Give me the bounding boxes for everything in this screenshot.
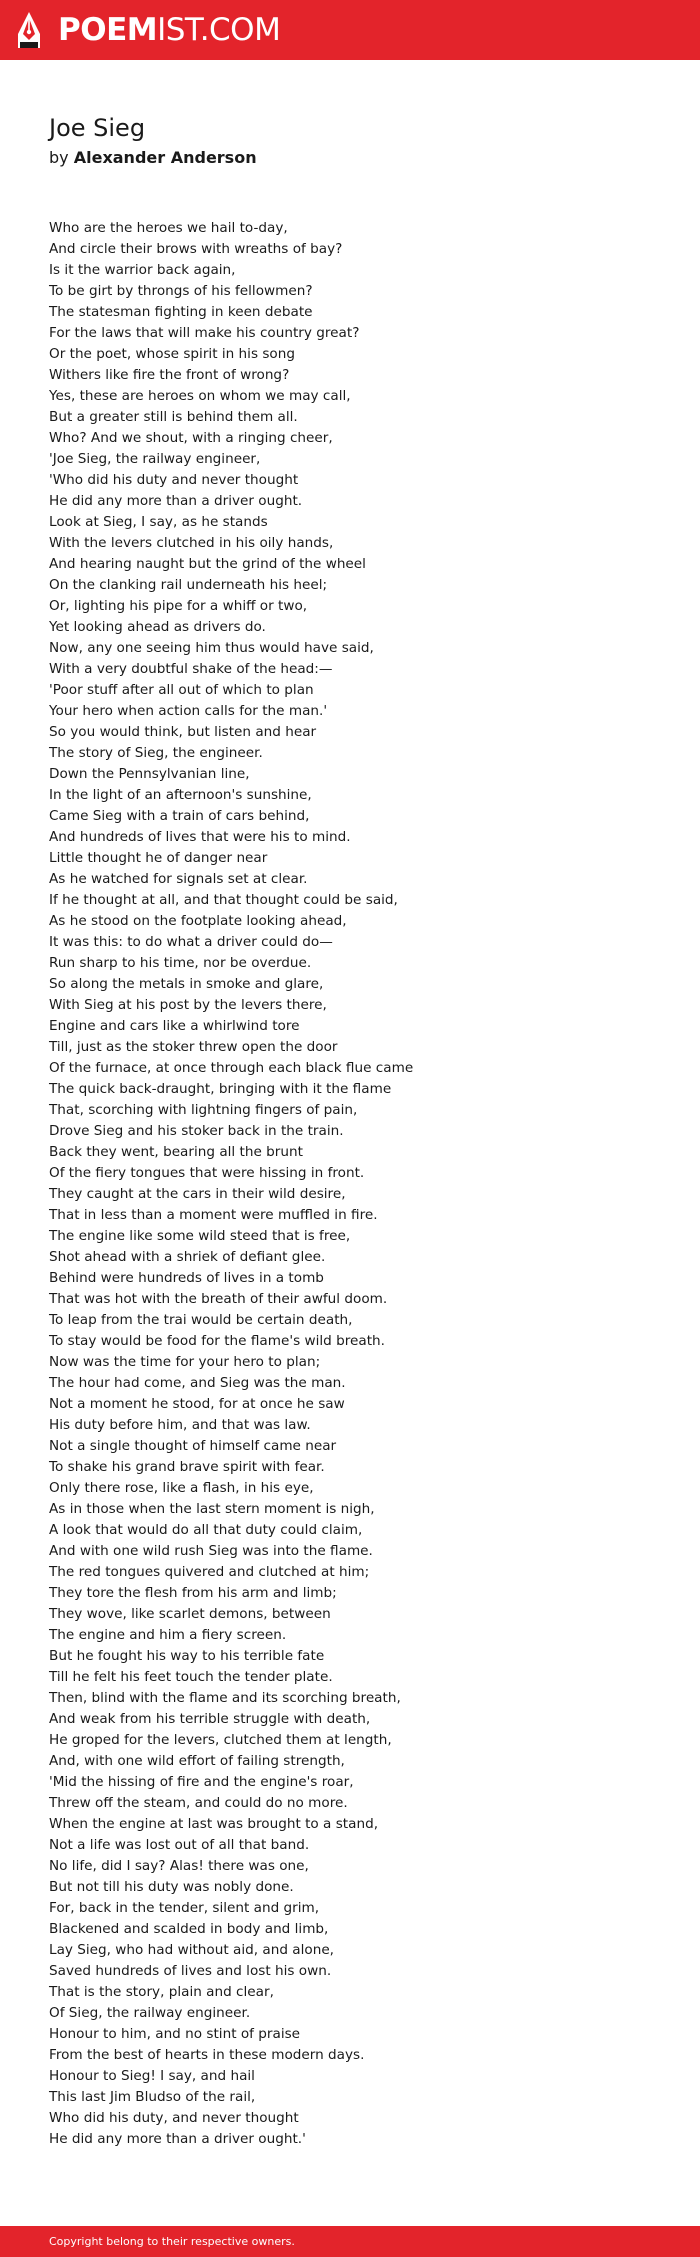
author-link[interactable]: Alexander Anderson	[73, 148, 257, 167]
poem-line: Honour to him, and no stint of praise	[49, 2026, 301, 2042]
copyright-text: Copyright belong to their respective owners.	[49, 2235, 295, 2248]
poem-line: From the best of hearts in these modern days.	[49, 2047, 365, 2063]
poem-line: Who are the heroes we hail to-day,	[49, 220, 288, 236]
poem-line: Behind were hundreds of lives in a tomb	[49, 1270, 324, 1286]
poem-line: That in less than a moment were muffled in fire.	[49, 1207, 378, 1223]
poem-line: They caught at the cars in their wild desire,	[49, 1186, 346, 1202]
poem-line: But not till his duty was nobly done.	[49, 1879, 294, 1895]
poem-line: So you would think, but listen and hear	[49, 724, 317, 740]
poem-line: And circle their brows with wreaths of bay?	[49, 241, 343, 257]
poem-line: And weak from his terrible struggle with death,	[49, 1711, 371, 1727]
poem-line: Not a moment he stood, for at once he saw	[49, 1396, 345, 1412]
poem-line: Lay Sieg, who had without aid, and alone,	[49, 1942, 334, 1958]
poem-line: Withers like fire the front of wrong?	[49, 367, 290, 383]
site-header	[0, 0, 700, 60]
poem-line: Drove Sieg and his stoker back in the train.	[49, 1123, 344, 1139]
poem-line: Yet looking ahead as drivers do.	[49, 619, 266, 635]
poem-line: Is it the warrior back again,	[49, 262, 236, 278]
poem-line: For the laws that will make his country great?	[49, 325, 360, 341]
poem-line: With the levers clutched in his oily hands,	[49, 535, 334, 551]
poem-line: In the light of an afternoon's sunshine,	[49, 787, 312, 803]
poem-line: 'Poor stuff after all out of which to plan	[49, 682, 314, 698]
poem-line: As he watched for signals set at clear.	[49, 871, 308, 887]
logo-text-bold: POEM	[58, 12, 158, 48]
poem-line: With a very doubtful shake of the head:—	[49, 661, 333, 677]
poem-line: Of Sieg, the railway engineer.	[49, 2005, 251, 2021]
poem-line: Saved hundreds of lives and lost his own.	[49, 1963, 332, 1979]
site-logo-text	[58, 10, 280, 50]
poem-line: 'Mid the hissing of fire and the engine's roar,	[49, 1774, 354, 1790]
poem-line: Little thought he of danger near	[49, 850, 268, 866]
poem-line: They tore the flesh from his arm and limb;	[49, 1585, 337, 1601]
poem-line: Not a single thought of himself came near	[49, 1438, 337, 1454]
poem-line: Engine and cars like a whirlwind tore	[49, 1018, 300, 1034]
poem-line: And hearing naught but the grind of the wheel	[49, 556, 366, 572]
poem-line: No life, did I say? Alas! there was one,	[49, 1858, 309, 1874]
poem-line: Only there rose, like a flash, in his eye,	[49, 1480, 314, 1496]
poem-line: The story of Sieg, the engineer.	[49, 745, 263, 761]
poem-body	[49, 218, 669, 2150]
poem-line: If he thought at all, and that thought could be said,	[49, 892, 398, 908]
poem-line: To stay would be food for the flame's wild breath.	[49, 1333, 385, 1349]
poem-line: Till he felt his feet touch the tender plate.	[49, 1669, 333, 1685]
poem-line: He groped for the levers, clutched them at length,	[49, 1732, 392, 1748]
poem-line: On the clanking rail underneath his heel;	[49, 577, 328, 593]
poem-line: Shot ahead with a shriek of defiant glee.	[49, 1249, 326, 1265]
poem-line: So along the metals in smoke and glare,	[49, 976, 324, 992]
poem-line: Honour to Sieg! I say, and hail	[49, 2068, 255, 2084]
poem-line: Not a life was lost out of all that band.	[49, 1837, 310, 1853]
poem-line: When the engine at last was brought to a stand,	[49, 1816, 379, 1832]
pen-nib-icon	[16, 10, 42, 50]
poem-line: Of the fiery tongues that were hissing in front.	[49, 1165, 365, 1181]
poem-line: Now, any one seeing him thus would have said,	[49, 640, 374, 656]
poem-line: Threw off the steam, and could do no more.	[49, 1795, 348, 1811]
poem-line: His duty before him, and that was law.	[49, 1417, 311, 1433]
site-logo-link[interactable]	[16, 10, 280, 50]
poem-line: Look at Sieg, I say, as he stands	[49, 514, 268, 530]
poem-line: The engine and him a fiery screen.	[49, 1627, 287, 1643]
poem-line: Blackened and scalded in body and limb,	[49, 1921, 329, 1937]
poem-line: And hundreds of lives that were his to mind.	[49, 829, 351, 845]
site-footer	[0, 2226, 700, 2257]
poem-line: To leap from the trai would be certain death,	[49, 1312, 353, 1328]
poem-line: Or, lighting his pipe for a whiff or two,	[49, 598, 308, 614]
poem-line: That is the story, plain and clear,	[49, 1984, 274, 2000]
poem-line: The red tongues quivered and clutched at him;	[49, 1564, 370, 1580]
poem-line: Back they went, bearing all the brunt	[49, 1144, 303, 1160]
poem-line: But a greater still is behind them all.	[49, 409, 298, 425]
poem-line: A look that would do all that duty could claim,	[49, 1522, 363, 1538]
poem-line: Yes, these are heroes on whom we may call,	[49, 388, 351, 404]
poem-line: That, scorching with lightning fingers of pain,	[49, 1102, 358, 1118]
poem-line: Who did his duty, and never thought	[49, 2110, 299, 2126]
poem-line: That was hot with the breath of their awful doom.	[49, 1291, 388, 1307]
poem-line: The quick back-draught, bringing with it the flame	[49, 1081, 392, 1097]
poem-line: Who? And we shout, with a ringing cheer,	[49, 430, 333, 446]
poem-line: He did any more than a driver ought.	[49, 493, 303, 509]
poem-line: And, with one wild effort of failing strength,	[49, 1753, 345, 1769]
poem-line: Now was the time for your hero to plan;	[49, 1354, 321, 1370]
poem-line: As in those when the last stern moment is nigh,	[49, 1501, 375, 1517]
poem-line: As he stood on the footplate looking ahead,	[49, 913, 347, 929]
poem-line: But he fought his way to his terrible fate	[49, 1648, 325, 1664]
poem-line: To be girt by throngs of his fellowmen?	[49, 283, 313, 299]
poem-line: Down the Pennsylvanian line,	[49, 766, 250, 782]
poem-line: Your hero when action calls for the man.'	[49, 703, 328, 719]
logo-text-light: IST.COM	[157, 12, 281, 48]
poem-line: The engine like some wild steed that is free,	[49, 1228, 351, 1244]
poem-line: Till, just as the stoker threw open the door	[49, 1039, 338, 1055]
poem-line: He did any more than a driver ought.'	[49, 2131, 306, 2147]
poem-line: Of the furnace, at once through each black flue came	[49, 1060, 414, 1076]
poem-line: 'Who did his duty and never thought	[49, 472, 299, 488]
poem-byline	[49, 146, 257, 170]
poem-line: To shake his grand brave spirit with fear.	[49, 1459, 325, 1475]
by-label: by	[49, 148, 69, 167]
poem-line: Came Sieg with a train of cars behind,	[49, 808, 310, 824]
poem-line: The hour had come, and Sieg was the man.	[49, 1375, 346, 1391]
poem-line: 'Joe Sieg, the railway engineer,	[49, 451, 261, 467]
poem-title: Joe Sieg	[49, 114, 146, 142]
poem-line: Then, blind with the flame and its scorching breath,	[49, 1690, 401, 1706]
poem-line: Run sharp to his time, nor be overdue.	[49, 955, 312, 971]
poem-line: The statesman fighting in keen debate	[49, 304, 313, 320]
poem-line: It was this: to do what a driver could do—	[49, 934, 333, 950]
poem-line: This last Jim Bludso of the rail,	[49, 2089, 256, 2105]
poem-line: With Sieg at his post by the levers there,	[49, 997, 327, 1013]
poem-line: They wove, like scarlet demons, between	[49, 1606, 331, 1622]
poem-line: And with one wild rush Sieg was into the flame.	[49, 1543, 373, 1559]
poem-line: For, back in the tender, silent and grim,	[49, 1900, 320, 1916]
poem-line: Or the poet, whose spirit in his song	[49, 346, 295, 362]
